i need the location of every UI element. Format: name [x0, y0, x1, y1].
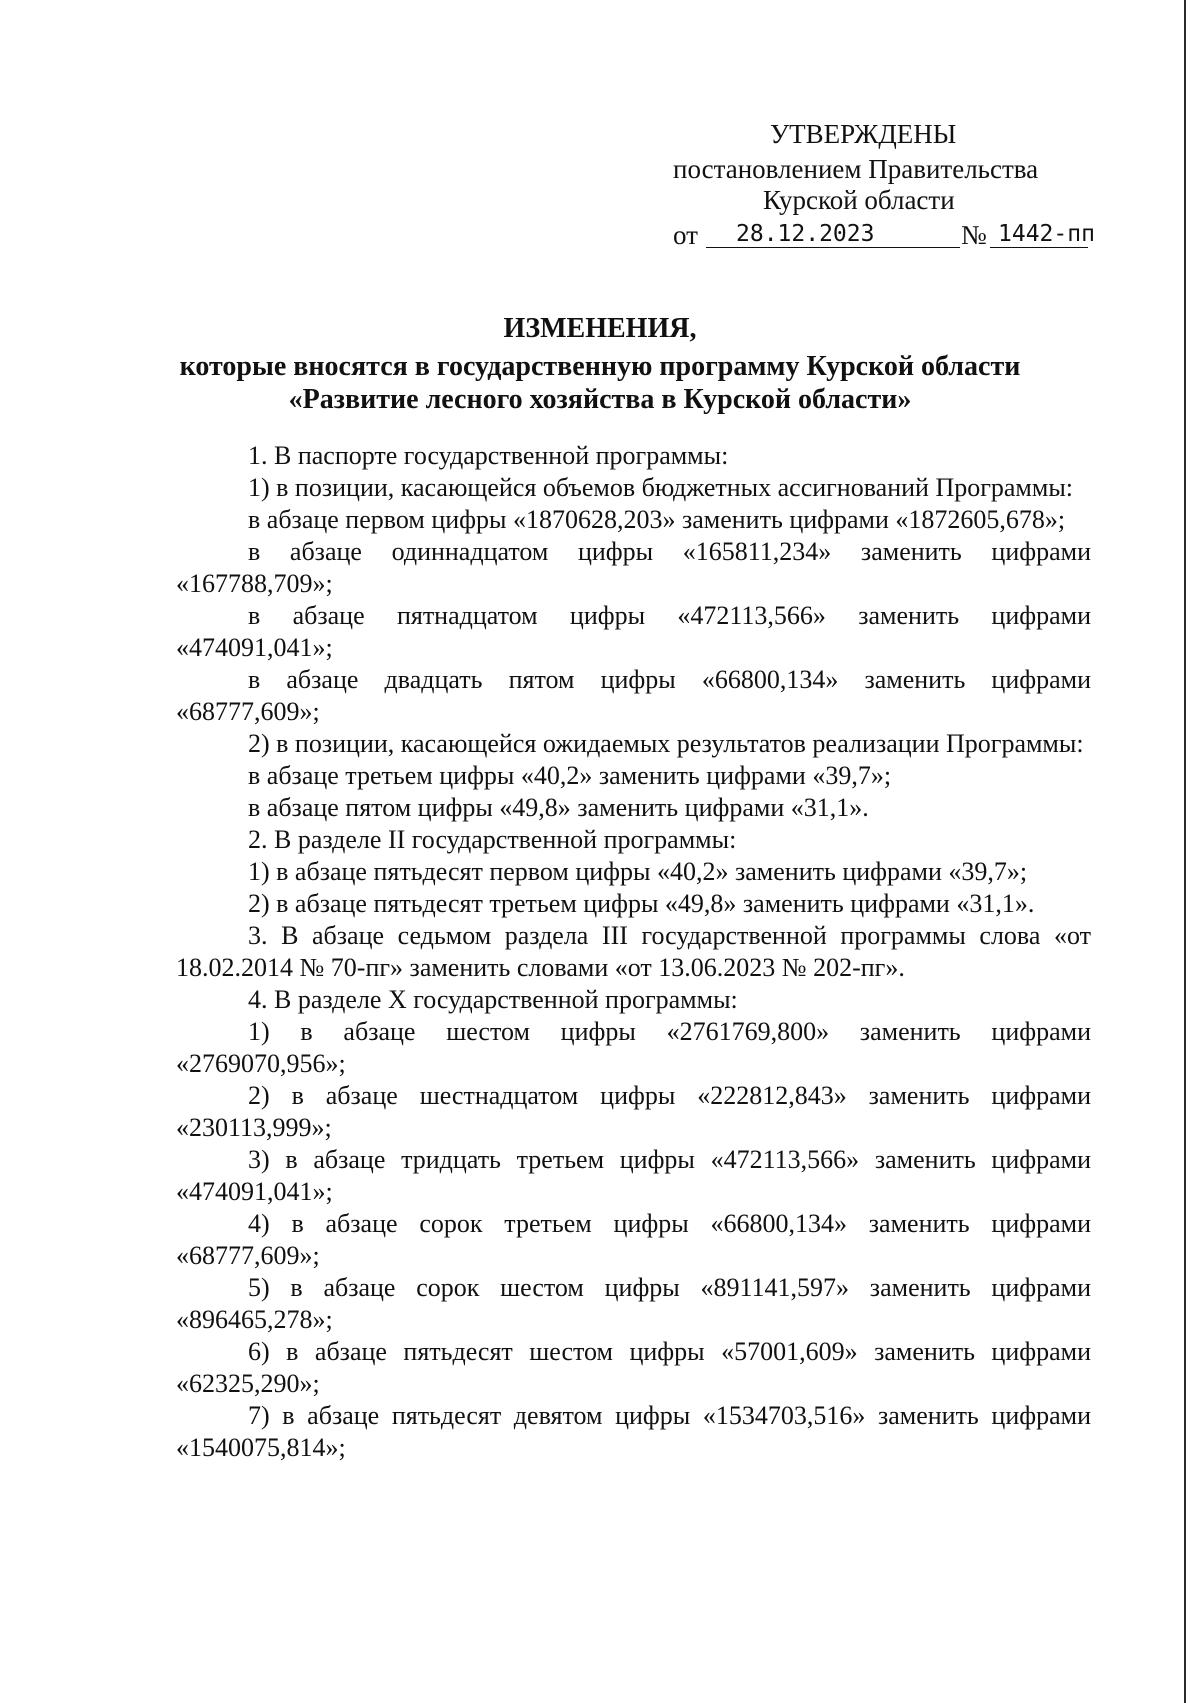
- paragraph: в абзаце пятом цифры «49,8» заменить цифрами «31,1».: [248, 793, 869, 822]
- paragraph: 1) в позиции, касающейся объемов бюджетных ассигнований Программы:: [248, 473, 1074, 502]
- paragraph: в абзаце одиннадцатом цифры «165811,234» заменить цифрами «167788,709»;: [176, 537, 1091, 598]
- approval-block: [0, 0, 1200, 280]
- document-subtitle-line-2: «Развитие лесного хозяйства в Курской области»: [288, 384, 912, 415]
- paragraph: 3) в абзаце тридцать третьем цифры «472113,566» заменить цифрами «474091,041»;: [176, 1145, 1091, 1206]
- paragraph: в абзаце первом цифры «1870628,203» заменить цифрами «1872605,678»;: [248, 505, 1066, 534]
- approval-line-3: Курской области: [763, 185, 955, 215]
- paragraph: 2) в абзаце шестнадцатом цифры «222812,843» заменить цифрами «230113,999»;: [176, 1081, 1091, 1142]
- paragraph: 1) в абзаце пятьдесят первом цифры «40,2» заменить цифрами «39,7»;: [248, 857, 1028, 886]
- date-prefix: от: [673, 220, 698, 250]
- paragraph: 2) в абзаце пятьдесят третьем цифры «49,8» заменить цифрами «31,1».: [248, 889, 1035, 918]
- paragraph: 4. В разделе X государственной программы:: [248, 985, 738, 1014]
- paragraph: в абзаце двадцать пятом цифры «66800,134» заменить цифрами «68777,609»;: [176, 665, 1091, 726]
- paragraph: 6) в абзаце пятьдесят шестом цифры «57001,609» заменить цифрами «62325,290»;: [176, 1337, 1091, 1398]
- approval-number: 1442-пп: [998, 221, 1095, 247]
- approval-line-2: постановлением Правительства: [673, 154, 1039, 184]
- paragraph: 5) в абзаце сорок шестом цифры «891141,597» заменить цифрами «896465,278»;: [176, 1273, 1091, 1334]
- paragraph: 2. В разделе II государственной программы:: [248, 825, 737, 854]
- date-underline: [706, 247, 960, 248]
- paragraph: 4) в абзаце сорок третьем цифры «66800,134» заменить цифрами «68777,609»;: [176, 1209, 1091, 1270]
- paragraph: 3. В абзаце седьмом раздела III государственной программы слова «от 18.02.2014 № 70-пг» заменить словами «от 13.06.2023 № 202-пг».: [176, 921, 1091, 982]
- document-title: ИЗМЕНЕНИЯ,: [503, 313, 697, 344]
- document-body: [176, 440, 1091, 1464]
- paragraph: в абзаце пятнадцатом цифры «472113,566» заменить цифрами «474091,041»;: [176, 601, 1091, 662]
- paragraph: в абзаце третьем цифры «40,2» заменить цифрами «39,7»;: [248, 761, 892, 790]
- paragraph: 1) в абзаце шестом цифры «2761769,800» заменить цифрами «2769070,956»;: [176, 1017, 1091, 1078]
- paragraph: 1. В паспорте государственной программы:: [248, 441, 729, 470]
- document-subtitle-line-1: которые вносятся в государственную программу Курской области: [179, 351, 1021, 382]
- number-prefix: №: [961, 220, 987, 250]
- paragraph: 2) в позиции, касающейся ожидаемых результатов реализации Программы:: [248, 729, 1084, 758]
- approval-date: 28.12.2023: [736, 221, 875, 247]
- paragraph: 7) в абзаце пятьдесят девятом цифры «1534703,516» заменить цифрами «1540075,814»;: [176, 1401, 1091, 1462]
- approval-heading: УТВЕРЖДЕНЫ: [770, 119, 957, 149]
- number-underline: [990, 247, 1088, 248]
